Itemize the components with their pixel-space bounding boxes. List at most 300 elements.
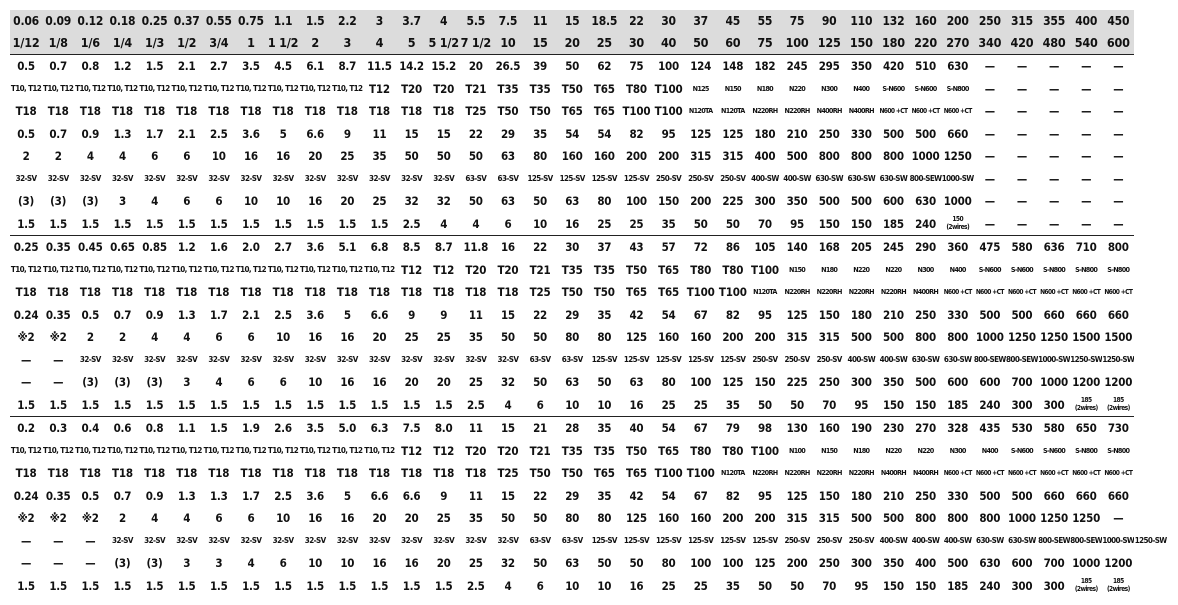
table-cell: 1.5 [81, 397, 100, 412]
table-cell: N400 [981, 445, 998, 455]
table-cell: T20 [497, 443, 519, 458]
table-cell: T21 [529, 262, 551, 277]
section-1-row [10, 213, 1167, 236]
table-cell: 50 [757, 578, 772, 593]
table-cell: 1.6 [203, 236, 235, 259]
table-cell: N180 [821, 264, 838, 274]
table-cell: T50 [561, 81, 583, 96]
table-cell: 9 [440, 488, 448, 503]
table-cell: — [984, 171, 995, 186]
table-cell: — [1048, 104, 1060, 119]
header-hp-row [10, 32, 1167, 55]
table-cell: 32-SV [336, 354, 358, 364]
table-cell: T65 [561, 104, 583, 119]
table-cell: 4 [151, 194, 159, 209]
table-cell: 32-SV [433, 173, 455, 183]
section-1-row [10, 100, 1167, 123]
table-cell: T100 [654, 81, 683, 96]
table-cell: 730 [1102, 417, 1134, 440]
table-cell: 240 [979, 397, 1001, 412]
table-cell: T25 [497, 466, 519, 481]
table-cell: 14.2 [399, 59, 424, 74]
table-cell: 660 [1107, 307, 1129, 322]
section-2-row [10, 304, 1167, 327]
table-cell: N300 [917, 264, 934, 274]
table-cell: 300 [754, 194, 776, 209]
table-cell: T10, T12 [171, 83, 202, 93]
table-cell: 0.85 [139, 236, 171, 259]
table-cell: T100 [622, 104, 651, 119]
table-cell: T18 [144, 285, 165, 300]
section-3-row [10, 485, 1167, 508]
table-cell: T50 [529, 466, 551, 481]
table-cell: N400RH [880, 468, 906, 478]
header-cell: 3.7 [396, 10, 428, 32]
table-cell: 300 [1043, 578, 1065, 593]
table-cell: T10, T12 [267, 445, 299, 455]
table-cell: 4 [215, 375, 223, 390]
table-cell: N600 +CT [975, 468, 1004, 477]
table-cell: ※2 [17, 330, 35, 345]
table-cell: 29 [565, 488, 580, 503]
table-cell: N220RH [784, 468, 810, 478]
table-cell: 1.3 [177, 488, 196, 503]
table-cell: 63-SV [529, 535, 551, 545]
table-cell: 4 [183, 511, 191, 526]
table-cell: 63-SV [561, 535, 583, 545]
table-cell: 125-SV [752, 535, 778, 545]
table-cell: 98 [749, 417, 781, 440]
table-cell: 150 [818, 216, 840, 231]
table-cell: 6 [536, 578, 544, 593]
table-cell: 1.7 [209, 307, 228, 322]
table-cell: 3 [215, 556, 223, 571]
table-cell: T18 [208, 466, 230, 481]
table-cell: 150 [850, 216, 872, 231]
table-cell: T10, T12 [332, 264, 363, 274]
table-cell: ※2 [17, 511, 35, 526]
header-cell: 1/6 [74, 32, 106, 55]
table-cell: T18 [240, 466, 262, 481]
table-cell: T50 [626, 262, 647, 277]
table-cell: 32-SV [369, 354, 390, 364]
header-cell: 150 [845, 32, 877, 55]
table-cell: T18 [47, 285, 69, 300]
table-cell: 210 [882, 488, 904, 503]
table-cell: 82 [725, 307, 740, 322]
table-cell: 42 [629, 488, 644, 503]
table-cell: 350 [882, 375, 904, 390]
table-cell: 500 [786, 149, 808, 164]
table-cell: 1.9 [235, 417, 267, 440]
table-cell: 125 [690, 126, 712, 141]
header-cell: 180 [877, 32, 909, 55]
table-cell: T18 [336, 466, 358, 481]
table-cell: 1200 [1104, 375, 1133, 390]
table-cell: 510 [915, 59, 937, 74]
table-cell: 37 [588, 236, 620, 259]
table-cell: 630-SW [1008, 535, 1036, 545]
table-cell: 10 [243, 194, 258, 209]
table-cell: 95 [854, 578, 869, 593]
table-cell: 10 [276, 194, 291, 209]
table-cell: N220 [917, 445, 934, 455]
table-cell: 62 [597, 59, 612, 74]
table-cell: — [984, 216, 995, 231]
table-cell: T10, T12 [364, 445, 395, 455]
table-cell: 4 [86, 149, 94, 164]
table-cell: T20 [465, 262, 487, 277]
table-cell: 240 [915, 216, 937, 231]
table-cell: 630-SW [847, 173, 876, 183]
table-cell: T18 [208, 285, 230, 300]
table-cell: — [984, 81, 995, 96]
table-cell: 500 [915, 126, 937, 141]
table-cell: 1.5 [209, 216, 228, 231]
table-cell: 5.1 [331, 236, 363, 259]
table-cell: 4 [118, 149, 126, 164]
table-cell: 32-SV [433, 535, 455, 545]
table-cell: 30 [556, 236, 588, 259]
table-cell: 16 [565, 216, 580, 231]
table-cell: 6.8 [363, 236, 395, 259]
table-cell: T21 [465, 81, 487, 96]
table-cell: 200 [690, 194, 712, 209]
table-cell: T65 [658, 285, 679, 300]
table-cell: 22 [468, 126, 483, 141]
table-cell: — [984, 104, 995, 119]
table-cell: 1.5 [306, 578, 325, 593]
header-cell: 90 [813, 10, 845, 32]
table-cell: 800 [915, 511, 937, 526]
table-cell: 8.0 [428, 417, 460, 440]
table-cell: 580 [1038, 417, 1070, 440]
table-cell: 20 [340, 194, 355, 209]
table-cell: 0.9 [145, 307, 164, 322]
table-cell: 82 [725, 488, 740, 503]
table-cell: 32-SV [272, 173, 294, 183]
table-cell: 125-SV [720, 535, 746, 545]
table-cell: 1.5 [49, 216, 68, 231]
table-cell: 67 [693, 307, 708, 322]
table-cell: 150 [915, 578, 937, 593]
section-1-row [10, 123, 1167, 146]
table-cell: N220RH [816, 287, 842, 297]
table-cell: 50 [533, 330, 548, 345]
table-cell: 315 [690, 149, 712, 164]
table-cell: 630-SW [911, 354, 940, 364]
table-cell: 32-SV [208, 535, 230, 545]
table-cell: 1.5 [81, 578, 100, 593]
header-cell: 1/3 [139, 32, 171, 55]
header-cell: 37 [685, 10, 717, 32]
table-cell: — [1081, 59, 1092, 74]
table-cell: 70 [757, 216, 772, 231]
table-cell: 63 [629, 375, 644, 390]
table-cell: 1.5 [338, 397, 357, 412]
table-cell: (3) [114, 375, 131, 390]
table-cell: 1000 [1072, 556, 1101, 571]
table-cell: — [1113, 149, 1124, 164]
table-cell: 5 [279, 126, 287, 141]
table-cell: 32-SV [336, 535, 358, 545]
table-cell: 63-SV [561, 354, 583, 364]
table-cell: T18 [144, 104, 165, 119]
header-cell: 30 [620, 32, 652, 55]
table-cell: T18 [433, 104, 455, 119]
header-cell: 315 [1006, 10, 1038, 32]
table-cell: 350 [882, 556, 904, 571]
table-cell: — [1081, 149, 1092, 164]
table-cell: N100 [789, 445, 806, 455]
table-cell: 32-SV [465, 354, 487, 364]
table-cell: S-N600 [882, 83, 905, 93]
table-cell: 70 [822, 397, 837, 412]
table-cell: 15 [436, 126, 451, 141]
table-cell: T10, T12 [267, 264, 299, 274]
table-cell: 240 [979, 578, 1001, 593]
table-cell: 660 [1107, 488, 1129, 503]
table-cell: — [53, 533, 64, 548]
table-cell: ※2 [49, 511, 67, 526]
header-cell: 0.09 [42, 10, 74, 32]
table-cell: 500 [979, 307, 1001, 322]
table-cell: 210 [786, 126, 808, 141]
table-cell: 32-SV [401, 354, 422, 364]
header-cell: 400 [1070, 10, 1102, 32]
header-cell: 55 [749, 10, 781, 32]
table-cell: 0.24 [13, 307, 39, 322]
table-cell: T18 [47, 104, 69, 119]
table-cell: 15 [492, 417, 524, 440]
table-cell: T10, T12 [139, 264, 170, 274]
table-cell: 660 [1043, 488, 1065, 503]
table-cell: 630 [915, 194, 937, 209]
table-cell: 16 [372, 556, 387, 571]
table-cell: — [1081, 81, 1092, 96]
table-cell: 315 [722, 149, 744, 164]
section-3-row [10, 507, 1167, 530]
table-cell: 6 [183, 149, 191, 164]
table-cell: 125 [722, 126, 744, 141]
table-cell: 50 [790, 397, 805, 412]
table-cell: 2.5 [466, 578, 485, 593]
table-cell: 63-SV [497, 173, 519, 183]
table-cell: 660 [1075, 307, 1097, 322]
table-cell: 1000 [975, 330, 1004, 345]
table-cell: — [1048, 59, 1060, 74]
table-cell: T10, T12 [267, 83, 299, 93]
table-cell: 11 [468, 307, 483, 322]
table-cell: 63 [500, 149, 515, 164]
header-cell: 2 [299, 32, 331, 55]
table-cell: 25 [693, 397, 708, 412]
table-cell: 1.3 [209, 488, 228, 503]
table-cell: 125-SV [623, 535, 650, 545]
table-cell: 63 [500, 194, 515, 209]
table-cell: 1000 [1040, 375, 1069, 390]
table-cell: 3.5 [242, 59, 260, 74]
table-cell: 35 [468, 330, 483, 345]
table-cell: 2.1 [242, 307, 260, 322]
table-cell: 630 [947, 59, 969, 74]
table-cell: T10, T12 [171, 445, 202, 455]
table-cell: 185 (2wires) [1106, 577, 1130, 593]
table-cell: 16 [308, 330, 323, 345]
header-cell: 0.37 [171, 10, 203, 32]
table-cell: 95 [757, 307, 772, 322]
table-cell: 54 [565, 126, 580, 141]
section-2-row [10, 236, 1167, 259]
table-cell: T65 [658, 443, 679, 458]
table-cell: 22 [524, 236, 556, 259]
header-cell: 2.2 [331, 10, 363, 32]
table-cell: S-N800 [946, 83, 969, 93]
table-cell: 1500 [1104, 330, 1133, 345]
table-cell: 32-SV [176, 354, 198, 364]
table-cell: 245 [786, 59, 808, 74]
table-cell: ※2 [49, 330, 67, 345]
header-cell: 200 [942, 10, 974, 32]
table-cell: 500 [850, 194, 872, 209]
table-cell: 180 [754, 126, 776, 141]
table-cell: T21 [529, 443, 551, 458]
table-cell: T10, T12 [10, 83, 42, 93]
table-cell: 6 [279, 556, 287, 571]
table-cell: 20 [404, 375, 419, 390]
table-cell: — [1048, 81, 1060, 96]
table-cell: 1.5 [177, 397, 196, 412]
table-cell: N300 [821, 83, 838, 93]
table-cell: T12 [401, 443, 422, 458]
table-cell: 400 [754, 149, 776, 164]
section-1-row [10, 190, 1167, 213]
table-cell: 660 [947, 126, 969, 141]
table-cell: 180 [850, 488, 872, 503]
table-cell: 80 [597, 511, 612, 526]
table-cell: 1200 [1104, 556, 1133, 571]
table-cell: 630 [979, 556, 1001, 571]
header-cell: 0.55 [203, 10, 235, 32]
table-cell: 95 [790, 216, 805, 231]
table-cell: 1.5 [113, 216, 132, 231]
table-cell: 25 [436, 511, 451, 526]
table-cell: N600 +CT [1007, 468, 1036, 477]
table-cell: 0.5 [81, 307, 100, 322]
section-3-row [10, 575, 1167, 598]
table-cell: 20 [372, 511, 387, 526]
table-cell: 1.5 [370, 578, 389, 593]
table-cell: N180 [853, 445, 870, 455]
header-cell: 4 [428, 10, 460, 32]
table-cell: 700 [1043, 556, 1065, 571]
header-cell: 5 [396, 32, 428, 55]
table-cell: 6 [504, 216, 512, 231]
table-cell: 32 [500, 556, 515, 571]
table-cell: 50 [693, 216, 708, 231]
table-cell: (3) [146, 375, 163, 390]
table-cell: N120TA [721, 468, 745, 478]
table-cell: 21 [524, 417, 556, 440]
table-cell: T10, T12 [43, 445, 74, 455]
table-cell: 50 [533, 511, 548, 526]
table-cell: 80 [565, 511, 580, 526]
table-cell: 6 [183, 194, 191, 209]
table-cell: N400 [853, 83, 870, 93]
header-cell: 75 [781, 10, 813, 32]
table-cell: T12 [433, 443, 455, 458]
table-cell: 35 [597, 488, 612, 503]
table-cell: T10, T12 [107, 445, 138, 455]
table-cell: T18 [497, 285, 519, 300]
table-cell: 1250-SW [1070, 354, 1103, 364]
table-cell: — [53, 375, 64, 390]
table-cell: 16 [308, 511, 323, 526]
table-cell: 250 [915, 307, 937, 322]
motor-spec-table [10, 10, 1167, 597]
table-cell: 148 [722, 59, 744, 74]
table-cell: 2 [118, 330, 126, 345]
table-cell: 1.5 [113, 397, 132, 412]
table-cell: 32-SV [240, 173, 262, 183]
table-cell: 50 [404, 149, 419, 164]
table-cell: 125 [786, 488, 808, 503]
table-cell: 2.5 [274, 307, 292, 322]
table-cell: T10, T12 [10, 264, 42, 274]
table-cell: 150 [882, 397, 904, 412]
table-cell: 32-SV [465, 535, 487, 545]
table-cell: T18 [144, 466, 165, 481]
table-cell: 32-SV [401, 173, 422, 183]
table-cell: 1.5 [242, 578, 260, 593]
table-cell: T80 [690, 262, 712, 277]
table-cell: T18 [465, 466, 487, 481]
table-cell: — [1016, 81, 1028, 96]
table-cell: 125-SV [591, 535, 617, 545]
table-cell: 1000-SW [941, 173, 974, 183]
table-cell: T10, T12 [75, 83, 106, 93]
table-cell: — [1016, 194, 1028, 209]
table-cell: 0.8 [139, 417, 171, 440]
table-cell: T100 [654, 466, 683, 481]
table-cell: 32-SV [208, 173, 230, 183]
table-cell: 500 [850, 511, 872, 526]
table-cell: 3 [183, 375, 191, 390]
table-cell: T12 [369, 81, 390, 96]
table-cell: 32-SV [79, 173, 101, 183]
header-cell: 132 [877, 10, 909, 32]
table-cell: 25 [372, 194, 387, 209]
table-cell: 54 [661, 307, 676, 322]
header-cell: 0.18 [106, 10, 138, 32]
table-cell: 50 [629, 556, 644, 571]
table-cell: T100 [751, 262, 779, 277]
table-cell: N220 [885, 264, 902, 274]
table-cell: T18 [433, 466, 455, 481]
table-cell: 1.5 [370, 397, 389, 412]
table-cell: 80 [533, 149, 548, 164]
table-cell: S-N800 [1107, 264, 1130, 274]
table-cell: 160 [813, 417, 845, 440]
table-cell: 50 [436, 149, 451, 164]
table-cell: T18 [112, 285, 133, 300]
table-cell: 5 [343, 307, 351, 322]
table-cell: 400-SW [751, 173, 779, 183]
header-cell: 0.25 [139, 10, 171, 32]
table-cell: 800 [947, 511, 969, 526]
header-cell: 11 [524, 10, 556, 32]
table-cell: T35 [593, 443, 615, 458]
